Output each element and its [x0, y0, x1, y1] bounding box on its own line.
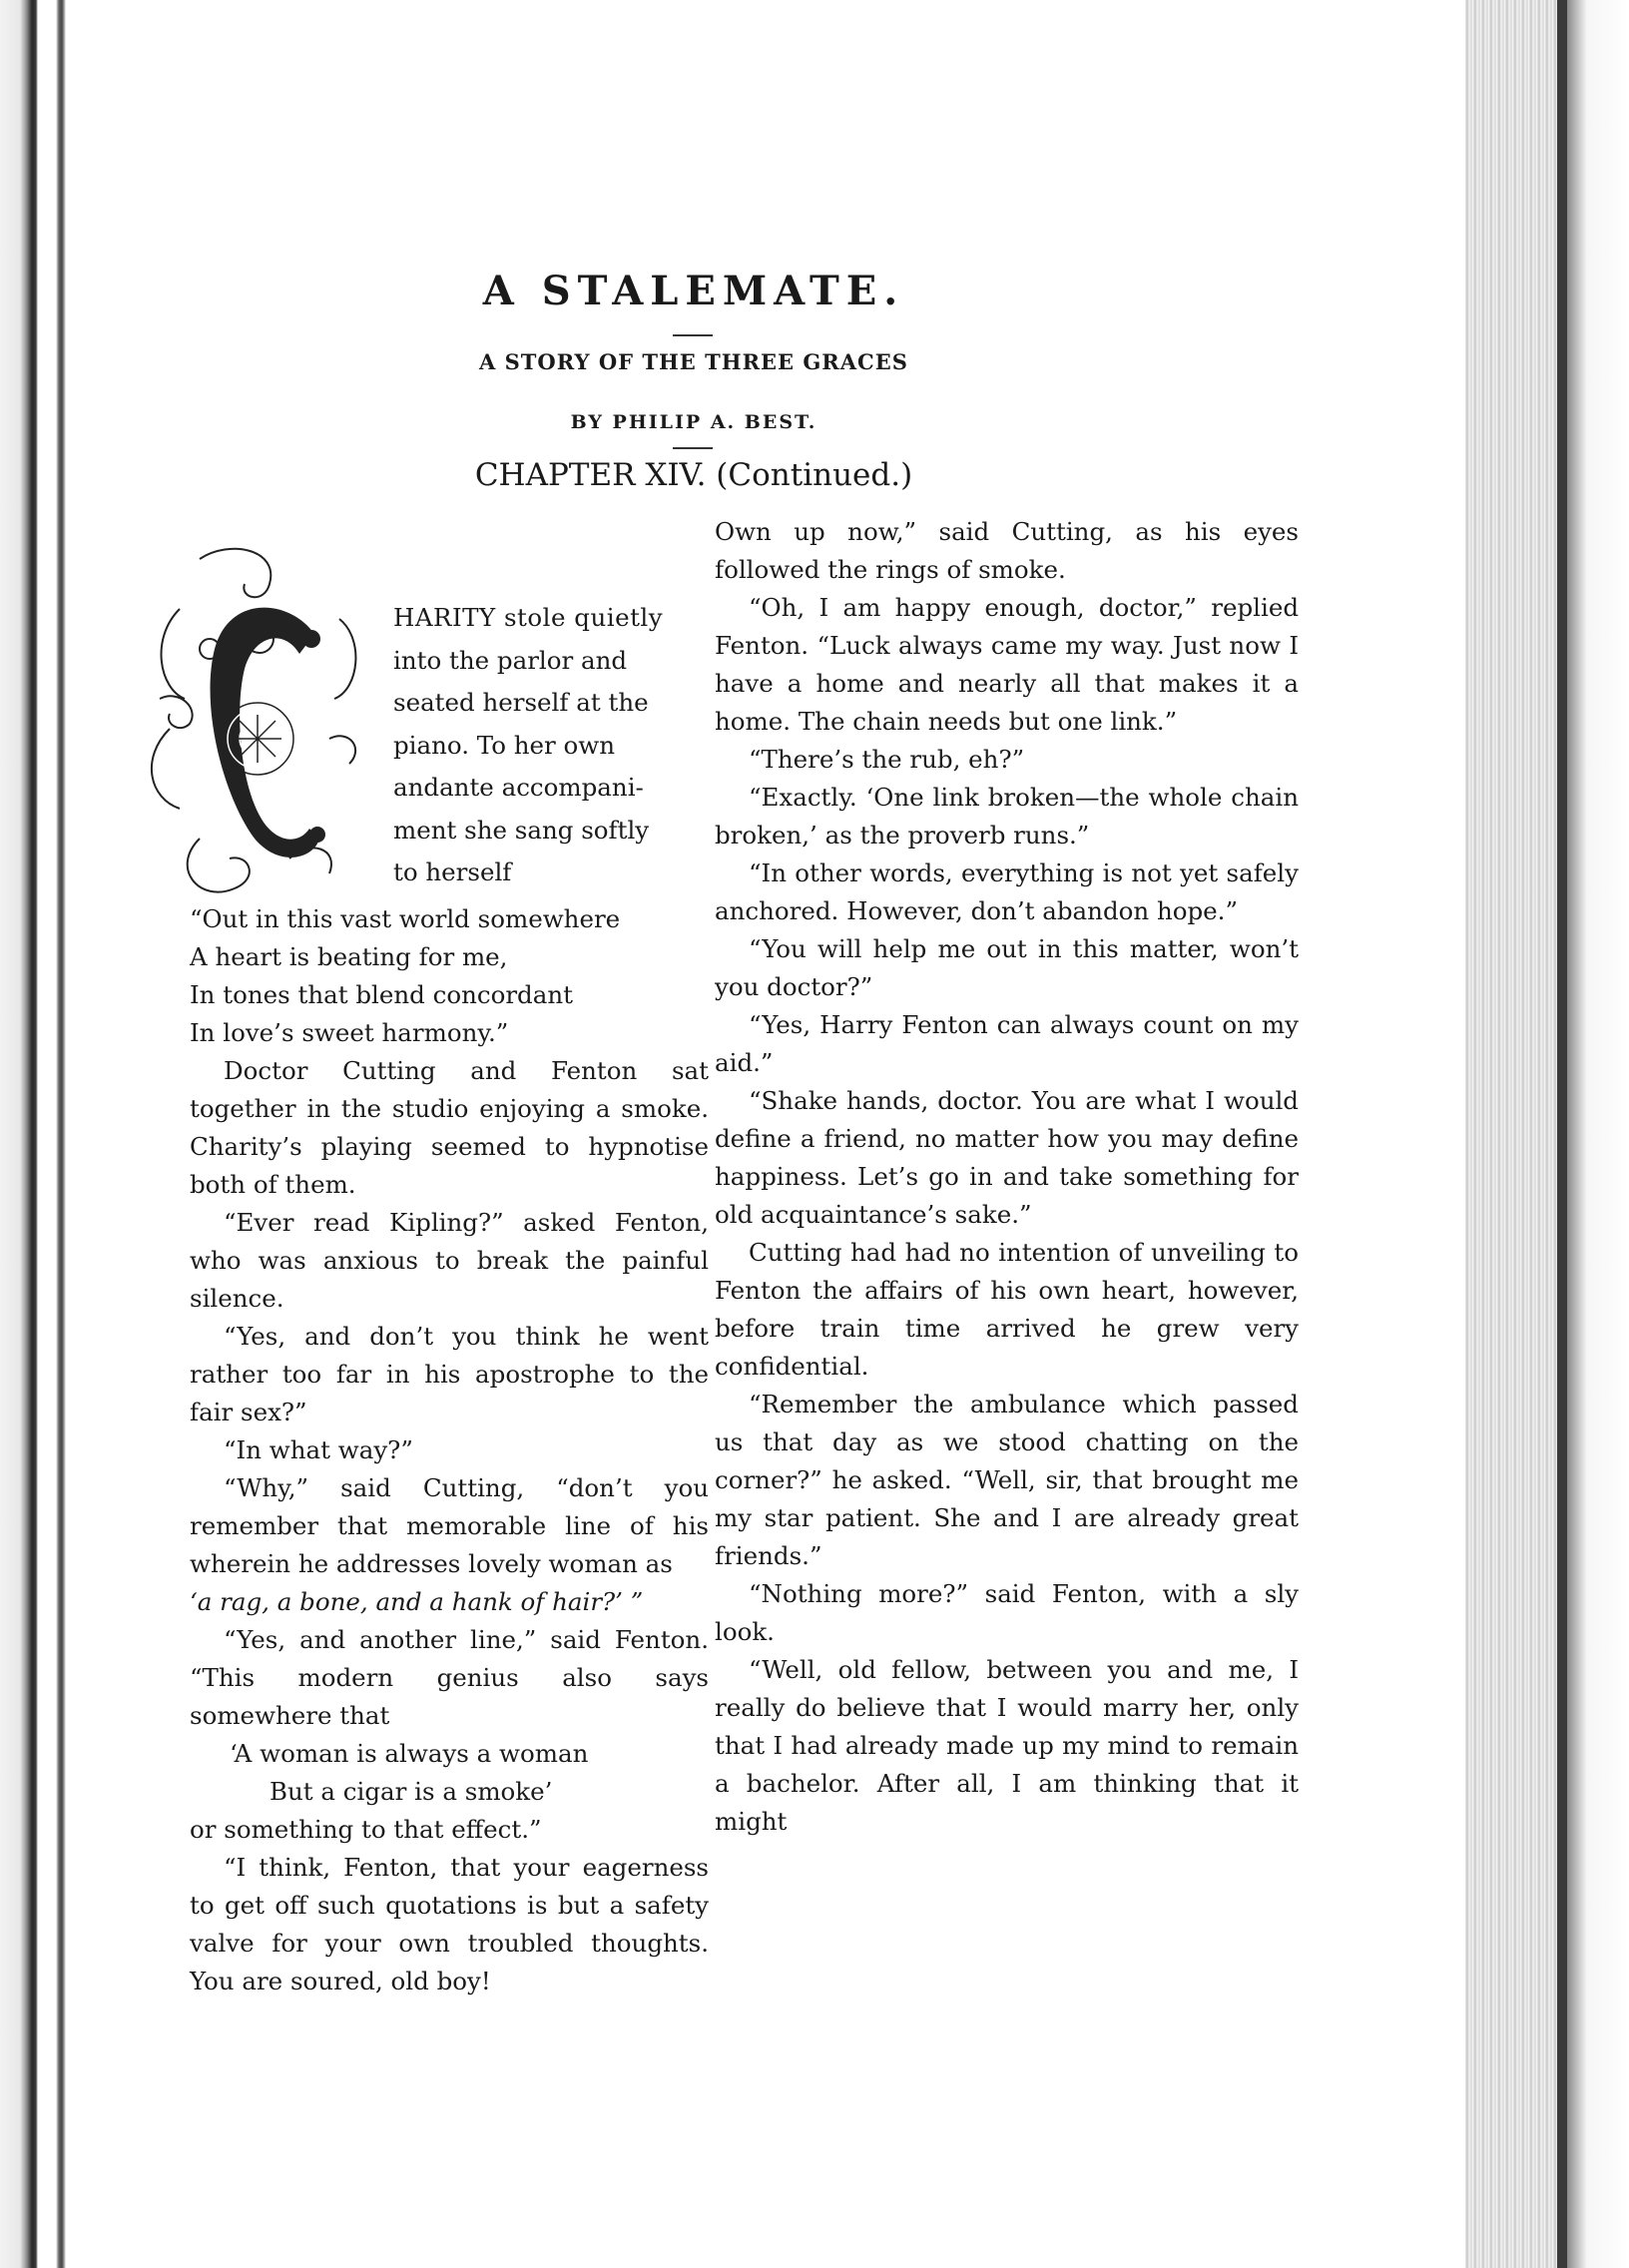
- paragraph: “Yes, Harry Fenton can always count on my aid.”: [715, 1010, 1299, 1077]
- paragraph: “Nothing more?” said Fenton, with a sly look.: [715, 1579, 1299, 1646]
- lead-line: piano. To her own: [393, 730, 616, 760]
- paragraph: Doctor Cutting and Fenton sat together in the studio enjoying a smoke. Charity’s playing seemed to hypnotise both of them.: [190, 1056, 709, 1199]
- binding-edge-left: [0, 0, 38, 2268]
- lead-line: into the parlor and: [393, 645, 628, 675]
- lead-line: ment she sang softly: [393, 815, 650, 845]
- lead-line: seated herself at the: [393, 688, 649, 717]
- paragraph: “Why,” said Cutting, “don’t you remember that memorable line of his wherein he addresses lovely woman as: [190, 1473, 709, 1578]
- paragraph: Cutting had had no intention of unveiling to Fenton the affairs of his own heart, however, before train time arrived he grew very confidential.: [715, 1238, 1299, 1381]
- paragraph: “Exactly. ‘One link broken—the whole chain broken,’ as the proverb runs.”: [715, 783, 1299, 850]
- paragraph: “Yes, and don’t you think he went rather too far in his apostrophe to the fair sex?”: [190, 1322, 709, 1426]
- paragraph: ‘a rag, a bone, and a hank of hair?’ ”: [190, 1587, 644, 1616]
- paragraph: In tones that blend concordant: [190, 980, 573, 1009]
- paragraph: But a cigar is a smoke’: [270, 1777, 553, 1806]
- paragraph: “Well, old fellow, between you and me, I really do believe that I would marry her, only that I had already made up my mind to remain a bachelor. After all, I am thinking that it might: [715, 1655, 1299, 1836]
- paragraph: “Ever read Kipling?” asked Fenton, who was anxious to break the painful silence.: [190, 1208, 709, 1313]
- paragraph: “Yes, and another line,” said Fenton. “This modern genius also says somewhere that: [190, 1625, 709, 1730]
- page-stack-dark-edge: [1557, 0, 1567, 2268]
- paragraph: ‘A woman is always a woman: [230, 1739, 589, 1768]
- paragraph: “Remember the ambulance which passed us that day as we stood chatting on the corner?” he asked. “Well, sir, that brought me my star patient. She and I are already great friends.”: [715, 1390, 1299, 1570]
- paragraph: “I think, Fenton, that your eagerness to get off such quotations is but a safety valve for your own troubled thoughts. You are soured, old boy!: [190, 1853, 709, 1995]
- page-stack-edge: [1465, 0, 1557, 2268]
- page-stack-outer-edge: [1567, 0, 1629, 2268]
- paragraph: or something to that effect.”: [190, 1815, 542, 1844]
- lead-paragraph: [393, 597, 685, 894]
- paragraph: “Oh, I am happy enough, doctor,” replied Fenton. “Luck always came my way. Just now I have a home and nearly all that makes it a home. The chain needs but one link.”: [715, 593, 1299, 736]
- lead-line: HARITY stole quietly: [393, 603, 664, 632]
- dropcap-letter: C: [145, 794, 146, 795]
- paragraph: “Out in this vast world somewhere: [190, 904, 621, 933]
- paragraph: “Shake hands, doctor. You are what I would define a friend, no matter how you may define happiness. Let’s go in and take something for old acquaintance’s sake.”: [715, 1086, 1299, 1229]
- paragraph: In love’s sweet harmony.”: [190, 1018, 509, 1047]
- byline-rule: [673, 447, 713, 449]
- paragraph: A heart is beating for me,: [190, 942, 508, 971]
- left-column: [190, 900, 709, 2000]
- binding-shadow-line: [56, 0, 66, 2268]
- paragraph: “There’s the rub, eh?”: [749, 745, 1025, 774]
- paragraph: Own up now,” said Cutting, as his eyes followed the rings of smoke.: [715, 517, 1299, 584]
- ornamental-dropcap: [140, 539, 377, 908]
- paragraph: “In what way?”: [224, 1435, 413, 1464]
- paragraph: “You will help me out in this matter, won’t you doctor?”: [715, 934, 1299, 1001]
- article-title: A STALEMATE.: [482, 268, 905, 314]
- lead-line: to herself: [393, 857, 512, 886]
- lead-line: andante accompani-: [393, 773, 644, 802]
- paragraph: “In other words, everything is not yet safely anchored. However, don’t abandon hope.”: [715, 858, 1299, 925]
- right-column: [715, 513, 1299, 1841]
- article-subtitle: A STORY OF THE THREE GRACES: [479, 349, 908, 374]
- title-rule: [673, 334, 713, 336]
- article-byline: BY PHILIP A. BEST.: [570, 411, 817, 433]
- chapter-heading: CHAPTER XIV. (Continued.): [474, 457, 913, 493]
